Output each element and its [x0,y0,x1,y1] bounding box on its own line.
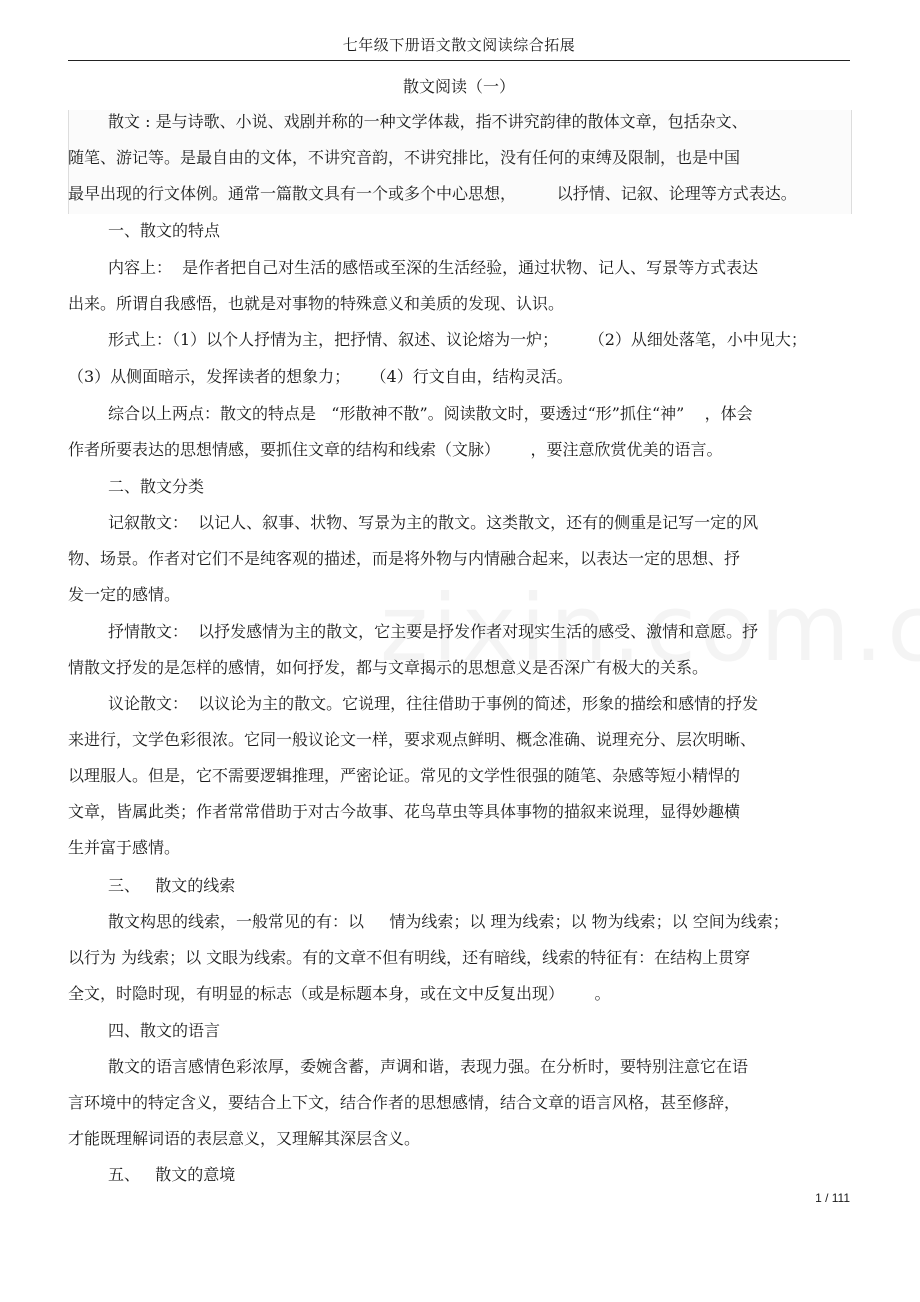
body-text-line: 全文，时隐时现，有明显的标志（或是标题本身，或在文中反复出现） 。 [68,984,611,1003]
section-heading: 三、 散文的线索 [108,876,236,895]
body-text-line: 散文 : 是与诗歌、小说、戏剧并称的一种文学体裁，指不讲究韵律的散体文章，包括杂文、 [108,112,748,131]
body-text-line: 出来。所谓自我感悟，也就是对事物的特殊意义和美质的发现、认识。 [68,294,565,313]
body-text-line: 散文构思的线索，一般常见的有：以 情为线索；以 理为线索；以 物为线索；以 空间为线索； [108,912,789,931]
body-text-line: 以理服人。但是，它不需要逻辑推理，严密论证。常见的文学性很强的随笔、杂感等短小精悍的 [68,766,741,785]
body-text-line: 最早出现的行文体例。通常一篇散文具有一个或多个中心思想， 以抒情、记叙、论理等方式表达。 [68,184,797,203]
body-text-line: 才能既理解词语的表层意义，又理解其深层含义。 [68,1129,421,1148]
body-text-line: 物、场景。作者对它们不是纯客观的描述，而是将外物与内情融合起来，以表达一定的思想、抒 [68,549,741,568]
header-divider [68,60,850,61]
section-heading: 一、散文的特点 [108,221,221,240]
body-text-line: 散文的语言感情色彩浓厚，委婉含蓄，声调和谐，表现力强。在分析时，要特别注意它在语 [108,1057,749,1076]
body-text-line: 综合以上两点：散文的特点是 “形散神不散”。阅读散文时，要透过“形”抓住“神” ，体会 [108,404,753,423]
body-text-line: （3）从侧面暗示，发挥读者的想象力； （4）行文自由，结构灵活。 [68,367,573,386]
body-text-line: 抒情散文： 以抒发感情为主的散文，它主要是抒发作者对现实生活的感受、激情和意愿。抒 [108,622,759,641]
body-text-line: 来进行，文学色彩很浓。它同一般议论文一样，要求观点鲜明、概念准确、说理充分、层次明晰、 [68,730,757,749]
body-text-line: 作者所要表达的思想情感，要抓住文章的结构和线索（文脉） ，要注意欣赏优美的语言。 [68,440,723,459]
body-text-line: 言环境中的特定含义，要结合上下文，结合作者的思想感情，结合文章的语言风格，甚至修辞， [68,1093,741,1112]
body-text-line: 文章，皆属此类；作者常常借助于对古今故事、花鸟草虫等具体事物的描叙来说理，显得妙趣横 [68,802,741,821]
body-text-line: 随笔、游记等。是最自由的文体，不讲究音韵，不讲究排比，没有任何的束缚及限制，也是中国 [68,148,741,167]
body-text-line: 内容上： 是作者把自己对生活的感悟或至深的生活经验，通过状物、记人、写景等方式表达 [108,258,759,277]
body-text-line: 议论散文： 以议论为主的散文。它说理，往往借助于事例的简述，形象的描绘和感情的抒发 [108,694,759,713]
page-header-title: 七年级下册语文散文阅读综合拓展 [342,36,576,54]
body-text-line: 记叙散文： 以记人、叙事、状物、写景为主的散文。这类散文，还有的侧重是记写一定的风 [108,513,759,532]
section-heading: 五、 散文的意境 [108,1165,236,1184]
document-title: 散文阅读（一） [402,77,515,96]
body-text-line: 情散文抒发的是怎样的感情，如何抒发，都与文章揭示的思想意义是否深广有极大的关系。 [68,658,709,677]
section-heading: 四、散文的语言 [108,1021,221,1040]
page-number: 1 / 111 [815,1191,850,1205]
body-text-line: 发一定的感情。 [68,585,181,604]
body-text-line: 形式上：（1）以个人抒情为主，把抒情、叙述、议论熔为一炉； （2）从细处落笔，小中见大； [108,330,807,349]
body-text-line: 以行为 为线索；以 文眼为线索。有的文章不但有明线，还有暗线，线索的特征有：在结构上贯穿 [68,948,751,967]
body-text-line: 生并富于感情。 [68,838,181,857]
section-heading: 二、散文分类 [108,477,205,496]
